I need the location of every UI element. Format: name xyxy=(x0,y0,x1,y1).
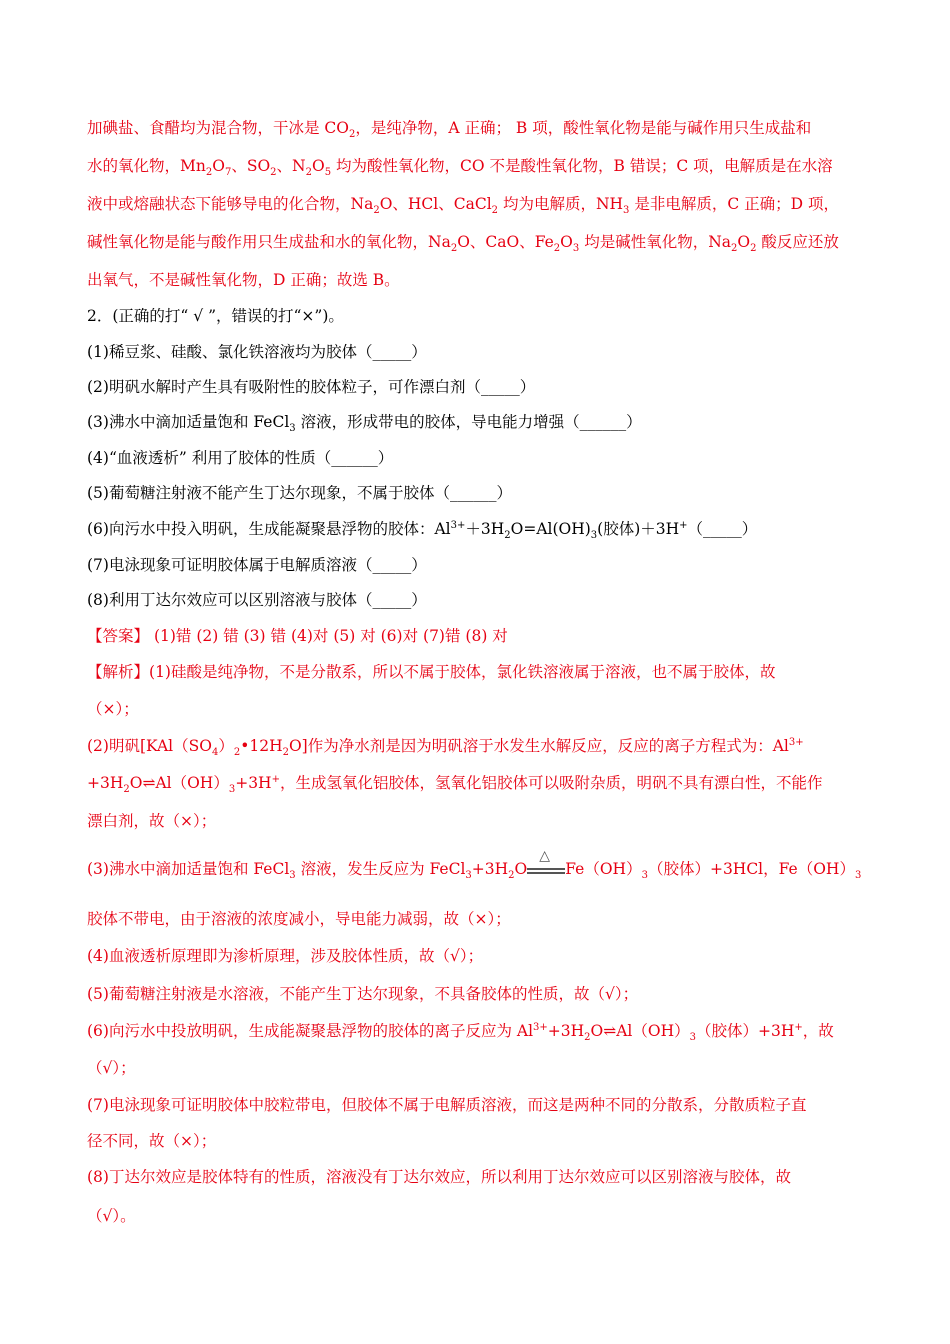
prev-analysis-line-3: 液中或熔融状态下能够导电的化合物，$Na_2O$、HCl、CaCl$_2$ 均为电解质，$NH_3$ 是非电解质，C 正确；D 项， xyxy=(87,195,839,217)
analysis-line-15: （√）。 xyxy=(87,1207,136,1225)
question-item-1: (1)稀豆浆、硅酸、氯化铁溶液均为胶体（_____） xyxy=(87,343,427,361)
analysis-line-5: 漂白剂，故（×）； xyxy=(87,812,217,830)
question-item-6: (6)向污水中投入明矾，生成能凝聚悬浮物的胶体：$Al^{3+}+3H_2O=Al(OH)_3$(胶体)＋3H+（_____） xyxy=(87,519,758,542)
analysis-line-13: 径不同，故（×）； xyxy=(87,1132,217,1150)
prev-analysis-line-1: 加碘盐、食醋均为混合物，干冰是 $CO_2$，是纯净物，A 正确； B 项，酸性氧化物是能与碱作用只生成盐和 xyxy=(87,119,812,141)
question-item-5: (5)葡萄糖注射液不能产生丁达尔现象，不属于胶体（______） xyxy=(87,484,512,502)
question-item-7: (7)电泳现象可证明胶体属于电解质溶液（_____） xyxy=(87,556,427,574)
analysis-line-4: $+3H_2O\rightleftharpoons Al(OH)_3+3H^+$，生成氢氧化铝胶体，氢氧化铝胶体可以吸附杂质，明矾不具有漂白性，不能作 xyxy=(87,773,823,796)
analysis-line-2: （×）； xyxy=(87,700,139,718)
delta-icon: △ xyxy=(539,848,551,864)
analysis-line-9: (5)葡萄糖注射液是水溶液，不能产生丁达尔现象，不具备胶体的性质，故（√）； xyxy=(87,985,639,1003)
analysis-line-3: (2)明矾$[KAl(SO_4)_2•12H_2O]$作为净水剂是因为明矾溶于水发生水解反应，反应的离子方程式为：$Al^{3+}$ xyxy=(87,736,804,759)
prev-analysis-line-4: 碱性氧化物是能与酸作用只生成盐和水的氧化物，$Na_2O$、CaO、$Fe_2O_3$ 均是碱性氧化物，$Na_2O_2$ 酸反应还放 xyxy=(87,233,839,255)
answer-text: (1)错 (2) 错 (3) 错 (4)对 (5) 对 (6)对 (7)错 (8) 对 xyxy=(149,627,508,645)
question-item-4: (4)“血液透析” 利用了胶体的性质（______） xyxy=(87,449,394,467)
question-item-3: (3)沸水中滴加适量饱和 FeCl$_3$ 溶液，形成带电的胶体，导电能力增强（______） xyxy=(87,413,642,435)
analysis-line-12: (7)电泳现象可证明胶体中胶粒带电，但胶体不属于电解质溶液，而这是两种不同的分散系，分散质粒子直 xyxy=(87,1096,807,1114)
prev-analysis-line-5: 出氧气，不是碱性氧化物，D 正确；故选 B。 xyxy=(87,271,400,289)
question-item-8: (8)利用丁达尔效应可以区别溶液与胶体（_____） xyxy=(87,591,427,609)
analysis-line-7: 胶体不带电，由于溶液的浓度减小，导电能力减弱，故（×）； xyxy=(87,910,511,928)
answer-line xyxy=(87,626,508,646)
analysis-line-8: (4)血液透析原理即为渗析原理，涉及胶体性质，故（√）； xyxy=(87,947,484,965)
question-stem: 2．(正确的打“ √ ”，错误的打“×”)。 xyxy=(87,307,344,325)
analysis-line-1: 【解析】(1)硅酸是纯净物，不是分散系，所以不属于胶体，氯化铁溶液属于溶液，也不属于胶体，故 xyxy=(87,663,776,681)
analysis-line-6: (3)沸水中滴加适量饱和 FeCl$_3$ 溶液，发生反应为 $FeCl_3+3H_2O$ △ $Fe(OH)_3$（胶体）+3HCl，$Fe(OH)_3$ xyxy=(87,848,862,882)
answer-label: 【答案】 xyxy=(87,627,150,645)
prev-analysis-line-2: 水的氧化物，$Mn_2O_7$、$SO_2$、$N_2O_5$ 均为酸性氧化物，CO 不是酸性氧化物，B 错误；C 项，电解质是在水溶 xyxy=(87,157,833,179)
analysis-line-14: (8)丁达尔效应是胶体特有的性质，溶液没有丁达尔效应，所以利用丁达尔效应可以区别溶液与胶体，故 xyxy=(87,1168,791,1186)
analysis-line-10: (6)向污水中投放明矾，生成能凝聚悬浮物的胶体的离子反应为 $Al^{3+}+3H_2O\rightleftharpoons Al(OH)_3$（胶体）+3H+，故 xyxy=(87,1021,834,1044)
analysis-line-11: （√）； xyxy=(87,1059,136,1077)
heating-equals-sign xyxy=(527,848,565,880)
analysis-label: 【解析】 xyxy=(87,663,150,681)
question-item-2: (2)明矾水解时产生具有吸附性的胶体粒子，可作漂白剂（_____） xyxy=(87,378,536,396)
